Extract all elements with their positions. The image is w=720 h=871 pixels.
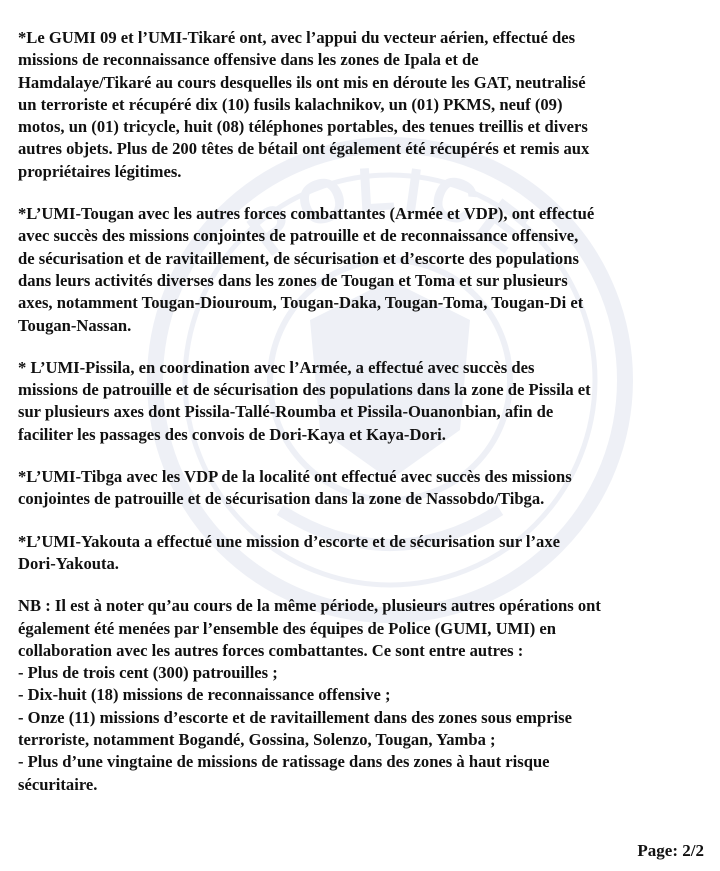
paragraph-line: terroriste, notamment Bogandé, Gossina, Solenzo, Tougan, Yamba ; <box>18 730 496 750</box>
paragraph-line: NB : Il est à noter qu’au cours de la même période, plusieurs autres opérations ont <box>18 596 601 616</box>
paragraph-line: sur plusieurs axes dont Pissila-Tallé-Roumba et Pissila-Ouanonbian, afin de <box>18 402 554 422</box>
paragraph-line: Dori-Yakouta. <box>18 553 119 573</box>
paragraph-line: collaboration avec les autres forces combattantes. Ce sont entre autres : <box>18 640 524 660</box>
report-paragraph <box>18 203 708 337</box>
paragraph-line: motos, un (01) tricycle, huit (08) téléphones portables, des tenues treillis et divers <box>18 117 588 137</box>
paragraph-line: missions de patrouille et de sécurisation des populations dans la zone de Pissila et <box>18 380 591 400</box>
report-paragraph <box>18 531 708 576</box>
watermark-text: POLICE <box>235 154 545 270</box>
paragraph-line: propriétaires légitimes. <box>18 161 182 181</box>
paragraph-line: avec succès des missions conjointes de patrouille et de reconnaissance offensive, <box>18 226 579 246</box>
paragraph-line: Tougan-Nassan. <box>18 315 132 335</box>
paragraph-line: missions de reconnaissance offensive dans les zones de Ipala et de <box>18 50 479 70</box>
report-paragraph <box>18 357 708 446</box>
report-paragraph <box>18 466 708 511</box>
paragraph-line: - Dix-huit (18) missions de reconnaissance offensive ; <box>18 685 391 705</box>
paragraph-line: autres objets. Plus de 200 têtes de bétail ont également été récupérés et remis aux <box>18 139 590 159</box>
nb-paragraph <box>18 595 708 796</box>
paragraph-line: dans leurs activités diverses dans les zones de Tougan et Toma et sur plusieurs <box>18 270 568 290</box>
paragraph-line: * L’UMI-Pissila, en coordination avec l’Armée, a effectué avec succès des <box>18 357 535 377</box>
document-body <box>18 27 708 796</box>
paragraph-line: sécuritaire. <box>18 774 98 794</box>
paragraph-line: *L’UMI-Tibga avec les VDP de la localité ont effectué avec succès des missions <box>18 467 572 487</box>
paragraph-line: également été menées par l’ensemble des équipes de Police (GUMI, UMI) en <box>18 618 556 638</box>
paragraph-line: - Plus de trois cent (300) patrouilles ; <box>18 663 278 683</box>
paragraph-line: de sécurisation et de ravitaillement, de sécurisation et d’escorte des populations <box>18 248 579 268</box>
page-number: Page: 2/2 <box>637 841 704 860</box>
paragraph-line: - Onze (11) missions d’escorte et de ravitaillement dans des zones sous emprise <box>18 707 572 727</box>
paragraph-line: un terroriste et récupéré dix (10) fusils kalachnikov, un (01) PKMS, neuf (09) <box>18 94 563 114</box>
paragraph-line: *L’UMI-Yakouta a effectué une mission d’escorte et de sécurisation sur l’axe <box>18 531 561 551</box>
paragraph-line: *Le GUMI 09 et l’UMI-Tikaré ont, avec l’appui du vecteur aérien, effectué des <box>18 28 576 47</box>
paragraph-line: Hamdalaye/Tikaré au cours desquelles ils ont mis en déroute les GAT, neutralisé <box>18 72 586 92</box>
paragraph-line: faciliter les passages des convois de Dori-Kaya et Kaya-Dori. <box>18 424 446 444</box>
paragraph-line: conjointes de patrouille et de sécurisation dans la zone de Nassobdo/Tibga. <box>18 489 545 509</box>
paragraph-line: - Plus d’une vingtaine de missions de ratissage dans des zones à haut risque <box>18 752 550 772</box>
paragraph-line: *L’UMI-Tougan avec les autres forces combattantes (Armée et VDP), ont effectué <box>18 204 595 224</box>
report-paragraph <box>18 27 708 183</box>
paragraph-line: axes, notamment Tougan-Diouroum, Tougan-Daka, Tougan-Toma, Tougan-Di et <box>18 293 584 313</box>
